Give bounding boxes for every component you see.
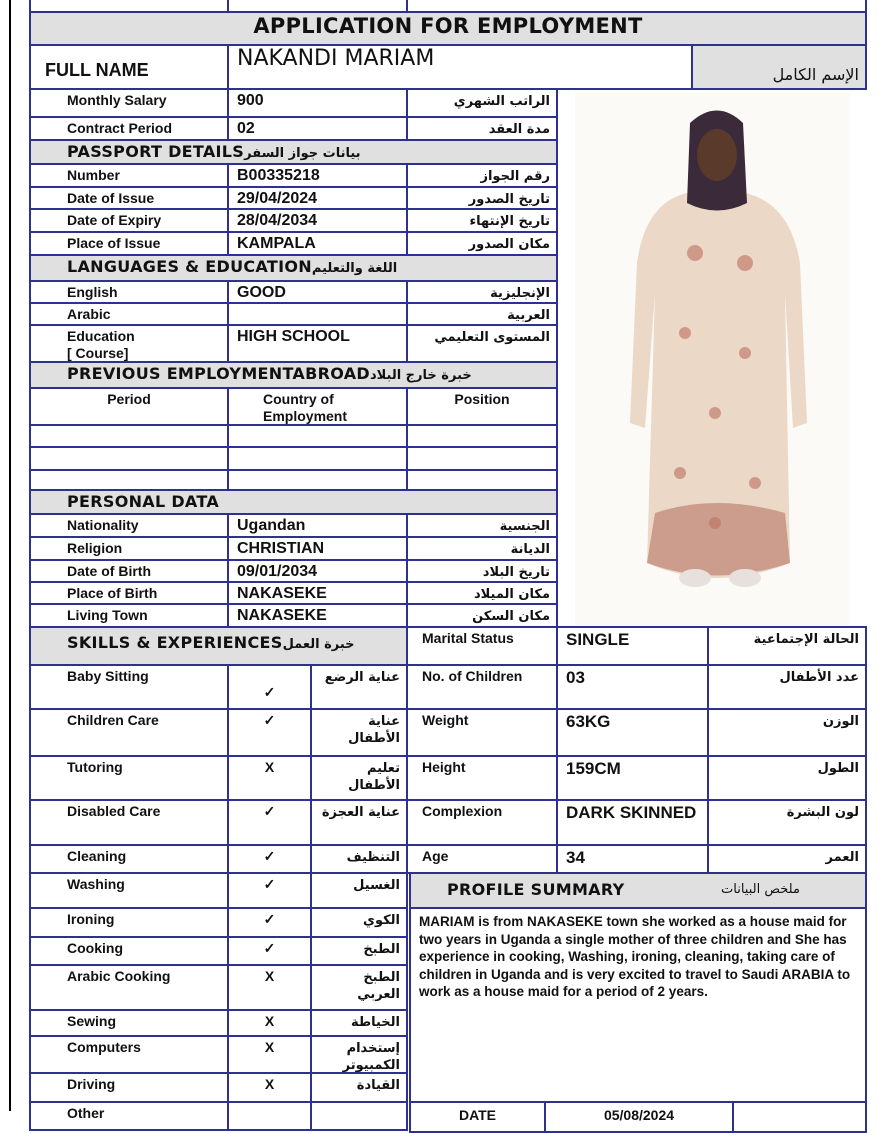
skill-label: Washing bbox=[29, 872, 229, 909]
table-cell bbox=[29, 446, 229, 471]
detail-label: No. of Children bbox=[406, 664, 558, 710]
table-cell bbox=[227, 446, 408, 471]
personal-row-value: 09/01/2034 bbox=[227, 559, 408, 583]
skill-arabic: القيادة bbox=[310, 1072, 408, 1103]
section-title-arabic: ملخص البيانات bbox=[721, 882, 800, 897]
previous-employment-column-header: Country of Employment bbox=[227, 387, 408, 426]
skill-check-mark: ✓ bbox=[227, 708, 312, 757]
section-title-arabic: بيانات جواز السفر bbox=[244, 146, 361, 161]
contract-period-value: 02 bbox=[227, 116, 408, 141]
education-value: HIGH SCHOOL bbox=[227, 324, 408, 363]
skill-label: Tutoring bbox=[29, 755, 229, 801]
section-title: PASSPORT DETAILS bbox=[67, 142, 245, 161]
detail-arabic: لون البشرة bbox=[707, 799, 867, 846]
detail-label: Age bbox=[406, 844, 558, 874]
passport-row-label: Number bbox=[29, 163, 229, 188]
skill-label: Children Care bbox=[29, 708, 229, 757]
skill-label: Other bbox=[29, 1101, 229, 1131]
english-value: GOOD bbox=[227, 280, 408, 304]
passport-row-value: 29/04/2024 bbox=[227, 186, 408, 210]
detail-arabic: الوزن bbox=[707, 708, 867, 757]
passport-row-value: 28/04/2034 bbox=[227, 208, 408, 233]
languages-education-header bbox=[29, 254, 558, 282]
full-name-label: FULL NAME bbox=[29, 44, 229, 90]
skill-label: Disabled Care bbox=[29, 799, 229, 846]
skill-label: Ironing bbox=[29, 907, 229, 938]
personal-row-value: NAKASEKE bbox=[227, 581, 408, 605]
skill-check-mark: ✓ bbox=[227, 844, 312, 874]
skill-arabic: الغسيل bbox=[310, 872, 408, 909]
section-title-arabic: اللغة والتعليم bbox=[311, 261, 398, 276]
skill-check-mark: ✓ bbox=[227, 664, 312, 710]
skill-check-mark: ✓ bbox=[227, 936, 312, 966]
skill-arabic bbox=[310, 1101, 408, 1131]
detail-value: 63KG bbox=[556, 708, 709, 757]
arabic-value bbox=[227, 302, 408, 326]
skill-check-mark: X bbox=[227, 964, 312, 1011]
detail-arabic: العمر bbox=[707, 844, 867, 874]
passport-row-label: Date of Issue bbox=[29, 186, 229, 210]
arabic-arabic: العربية bbox=[406, 302, 558, 326]
personal-row-value: NAKASEKE bbox=[227, 603, 408, 628]
table-cell bbox=[227, 424, 408, 448]
table-cell bbox=[29, 424, 229, 448]
applicant-photo bbox=[575, 93, 850, 625]
skills-header bbox=[29, 626, 408, 666]
personal-row-label: Nationality bbox=[29, 513, 229, 538]
personal-row-label: Living Town bbox=[29, 603, 229, 628]
detail-label: Complexion bbox=[406, 799, 558, 846]
passport-details-header bbox=[29, 139, 558, 165]
table-cell bbox=[406, 469, 558, 491]
passport-row-label: Date of Expiry bbox=[29, 208, 229, 233]
skill-arabic: عناية الرضع bbox=[310, 664, 408, 710]
skill-arabic: تعليم الأطفال bbox=[310, 755, 408, 801]
skill-check-mark: X bbox=[227, 755, 312, 801]
contract-period-label: Contract Period bbox=[29, 116, 229, 141]
personal-row-label: Date of Birth bbox=[29, 559, 229, 583]
skill-check-mark: X bbox=[227, 1009, 312, 1037]
passport-row-arabic: تاريخ الإنتهاء bbox=[406, 208, 558, 233]
skill-arabic: التنظيف bbox=[310, 844, 408, 874]
passport-row-arabic: مكان الصدور bbox=[406, 231, 558, 256]
passport-row-arabic: تاريخ الصدور bbox=[406, 186, 558, 210]
contract-period-arabic: مدة العقد bbox=[406, 116, 558, 141]
profile-summary-header bbox=[409, 872, 867, 909]
personal-row-label: Place of Birth bbox=[29, 581, 229, 605]
detail-label: Marital Status bbox=[406, 626, 558, 666]
previous-employment-header bbox=[29, 361, 558, 389]
form-title: APPLICATION FOR EMPLOYMENT bbox=[29, 11, 867, 46]
education-arabic: المستوى التعليمي bbox=[406, 324, 558, 363]
skill-label: Cleaning bbox=[29, 844, 229, 874]
personal-row-arabic: الجنسية bbox=[406, 513, 558, 538]
section-title: SKILLS & EXPERIENCES bbox=[67, 633, 283, 652]
section-title-arabic: خبرة العمل bbox=[282, 637, 355, 652]
detail-value: 34 bbox=[556, 844, 709, 874]
skill-label: Driving bbox=[29, 1072, 229, 1103]
english-label: English bbox=[29, 280, 229, 304]
personal-row-arabic: مكان السكن bbox=[406, 603, 558, 628]
skill-label: Baby Sitting bbox=[29, 664, 229, 710]
arabic-label: Arabic bbox=[29, 302, 229, 326]
personal-row-arabic: تاريخ البلاد bbox=[406, 559, 558, 583]
personal-row-value: CHRISTIAN bbox=[227, 536, 408, 561]
profile-summary-text: MARIAM is from NAKASEKE town she worked as a house maid for two years in Uganda a single mother of three children and She has experience in cooking, Washing, ironing, cleaning, taking care of children in Uganda and is very excited to travel to Saudi ARABIA to work as a house maid for a period of 2 years. bbox=[409, 907, 867, 1103]
detail-value: SINGLE bbox=[556, 626, 709, 666]
section-title: PROFILE SUMMARY bbox=[447, 880, 625, 899]
detail-value: DARK SKINNED bbox=[556, 799, 709, 846]
detail-value: 159CM bbox=[556, 755, 709, 801]
skill-label: Cooking bbox=[29, 936, 229, 966]
monthly-salary-arabic: الراتب الشهري bbox=[406, 88, 558, 118]
table-cell bbox=[29, 469, 229, 491]
personal-row-value: Ugandan bbox=[227, 513, 408, 538]
detail-value: 03 bbox=[556, 664, 709, 710]
page-border bbox=[9, 0, 11, 1111]
education-label: Education [ Course] bbox=[29, 324, 229, 363]
table-cell bbox=[406, 446, 558, 471]
passport-row-value: B00335218 bbox=[227, 163, 408, 188]
skill-arabic: عناية الأطفال bbox=[310, 708, 408, 757]
skill-label: Arabic Cooking bbox=[29, 964, 229, 1011]
date-value: 05/08/2024 bbox=[544, 1101, 734, 1133]
skill-check-mark: ✓ bbox=[227, 872, 312, 909]
passport-row-label: Place of Issue bbox=[29, 231, 229, 256]
passport-row-value: KAMPALA bbox=[227, 231, 408, 256]
skill-label: Sewing bbox=[29, 1009, 229, 1037]
skill-label: Computers bbox=[29, 1035, 229, 1074]
personal-row-arabic: الديانة bbox=[406, 536, 558, 561]
skill-check-mark: X bbox=[227, 1035, 312, 1074]
section-title: PERSONAL DATA bbox=[67, 492, 220, 511]
skill-check-mark: ✓ bbox=[227, 907, 312, 938]
full-name-value: NAKANDI MARIAM bbox=[227, 44, 693, 90]
detail-arabic: عدد الأطفال bbox=[707, 664, 867, 710]
passport-row-arabic: رقم الجواز bbox=[406, 163, 558, 188]
skill-arabic: الكوي bbox=[310, 907, 408, 938]
personal-row-arabic: مكان الميلاد bbox=[406, 581, 558, 605]
section-title: LANGUAGES & EDUCATION bbox=[67, 257, 312, 276]
skill-arabic: عناية العجزة bbox=[310, 799, 408, 846]
detail-label: Height bbox=[406, 755, 558, 801]
personal-row-label: Religion bbox=[29, 536, 229, 561]
full-name-arabic: الإسم الكامل bbox=[691, 44, 867, 90]
date-arabic-cell bbox=[732, 1101, 867, 1133]
skill-arabic: الطبخ bbox=[310, 936, 408, 966]
skill-arabic: الخياطة bbox=[310, 1009, 408, 1037]
section-title-arabic: خبرة خارج البلاد bbox=[369, 368, 472, 383]
monthly-salary-label: Monthly Salary bbox=[29, 88, 229, 118]
previous-employment-column-header: Period bbox=[29, 387, 229, 426]
previous-employment-column-header: Position bbox=[406, 387, 558, 426]
section-title: PREVIOUS EMPLOYMENTABROAD bbox=[67, 364, 370, 383]
monthly-salary-value: 900 bbox=[227, 88, 408, 118]
table-cell bbox=[406, 424, 558, 448]
detail-label: Weight bbox=[406, 708, 558, 757]
detail-arabic: الطول bbox=[707, 755, 867, 801]
english-arabic: الإنجليزية bbox=[406, 280, 558, 304]
skill-check-mark: ✓ bbox=[227, 799, 312, 846]
skill-arabic: الطبخ العربي bbox=[310, 964, 408, 1011]
skill-check-mark bbox=[227, 1101, 312, 1131]
skill-arabic: إستخدام الكمبيوتر bbox=[310, 1035, 408, 1074]
table-cell bbox=[227, 469, 408, 491]
personal-data-header bbox=[29, 489, 558, 515]
detail-arabic: الحالة الإجتماعية bbox=[707, 626, 867, 666]
date-label: DATE bbox=[409, 1101, 546, 1133]
skill-check-mark: X bbox=[227, 1072, 312, 1103]
